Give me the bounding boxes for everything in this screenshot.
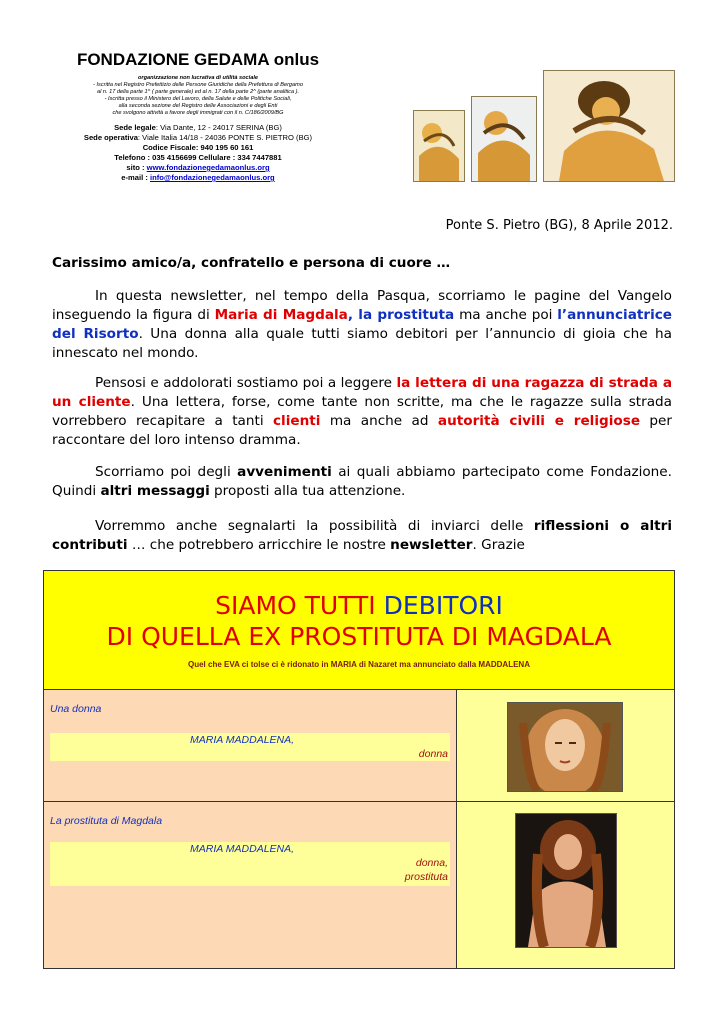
salutation: Carissimo amico/a, confratello e persona di cuore … [52, 255, 451, 271]
box-subtitle: Quel che EVA ci tolse ci è ridonato in MARIA di Nazaret ma annunciato dalla MADDALENA [188, 660, 530, 669]
row-desc: prostituta [404, 871, 448, 883]
text: . Una donna alla quale tutti siamo debitori per l’annuncio di gioia che ha innescato nel mondo. [52, 326, 672, 361]
org-sub-line: al n. 17 della parte 1^ ( parte generale) ed al n. 17 della parte 2^ (parte analitica ). [96, 89, 300, 95]
text: . Una lettera, forse, come tante non scritte, ma che le ragazze sulla strada vorrebbero recapitare a tanti [52, 394, 672, 429]
highlight-debitori: DEBITORI [383, 591, 503, 620]
header-image-large [543, 70, 675, 182]
header-image-medium [471, 96, 537, 182]
email-label: e-mail : [121, 173, 148, 182]
row-label: Una donna [50, 703, 102, 715]
bold-avvenimenti: avvenimenti [237, 464, 332, 480]
text: … che potrebbero arricchire le nostre [127, 537, 391, 553]
row-text-cell [44, 690, 457, 801]
sede-operativa: : Viale Italia 14/18 - 24036 PONTE S. PIETRO (BG) [137, 133, 313, 142]
text: SIAMO TUTTI [215, 591, 384, 620]
paragraph-3 [52, 463, 672, 501]
text: Pensosi e addolorati sostiamo poi a leggere [95, 375, 397, 391]
text: ai quali abbiamo partecipato come Fondazione. Quindi [52, 464, 672, 499]
row-name: MARIA MADDALENA, [190, 734, 295, 746]
org-sub-line: alla seconda sezione del Registro delle Associazioni e degli Enti [118, 103, 278, 109]
sito-link[interactable]: www.fondazionegedamaonlus.org [146, 163, 270, 172]
box-title-line-1 [44, 590, 674, 621]
highlight-maria: Maria di Magdala [214, 307, 348, 323]
paragraph-1 [52, 287, 672, 363]
email-link[interactable]: info@fondazionegedamaonlus.org [150, 173, 275, 182]
text: Scorriamo poi degli [95, 464, 238, 480]
table-row [44, 802, 674, 968]
letter-date: Ponte S. Pietro (BG), 8 Aprile 2012. [445, 218, 673, 233]
org-title: FONDAZIONE GEDAMA onlus [76, 50, 320, 69]
sede-legale-label: Sede legale [114, 123, 156, 132]
codice-fiscale: Codice Fiscale: 940 195 60 161 [142, 143, 254, 152]
org-sub-line: - Iscritta nel Registro Prefettizio delle Persone Giuridiche della Prefettura di Bergamo [93, 82, 303, 88]
highlight-prostituta: la prostituta [358, 307, 455, 323]
box-title-line-2: DI QUELLA EX PROSTITUTA DI MAGDALA [106, 622, 612, 651]
text: ma anche poi [454, 307, 558, 323]
row-image-cell [457, 690, 674, 801]
row-label: La prostituta di Magdala [50, 815, 163, 827]
header-image-small [413, 110, 465, 182]
text: Vorremmo anche segnalarti la possibilità di inviarci delle [95, 518, 534, 534]
row-image-cell [457, 802, 674, 968]
portrait-image [515, 813, 617, 948]
text: . Grazie [472, 537, 525, 553]
header-images [413, 70, 673, 182]
text: In questa newsletter, nel tempo della Pasqua, scorriamo le pagine del Vangelo inseguendo la figura di [52, 288, 672, 323]
row-desc: donna, [415, 857, 448, 869]
bold-newsletter: newsletter [390, 537, 473, 553]
table-row [44, 690, 674, 802]
feature-box [43, 570, 675, 969]
sede-legale: : Via Dante, 12 - 24017 SERINA (BG) [155, 123, 282, 132]
bold-riflessioni: riflessioni o altri contributi [52, 518, 672, 553]
highlight-autorita: autorità civili e religiose [437, 413, 641, 429]
address-block [48, 123, 348, 183]
text: , [347, 307, 359, 323]
feature-box-header [44, 571, 674, 690]
text: per raccontare del loro intenso dramma. [52, 413, 673, 448]
org-sub-line: che svolgono attività a favore degli immigrati con il n. C/186/2009/BG [112, 110, 284, 116]
sito-label: sito : [126, 163, 145, 172]
paragraph-2 [52, 374, 672, 450]
sede-operativa-label: Sede operativa [83, 133, 138, 142]
telefono: Telefono : 035 4156699 Cellulare : 334 7447881 [114, 153, 282, 162]
portrait-image [507, 702, 623, 792]
highlight-clienti: clienti [273, 413, 321, 429]
bold-messaggi: altri messaggi [100, 483, 210, 499]
row-band [50, 842, 450, 886]
letterhead [48, 50, 348, 183]
text: proposti alla tua attenzione. [209, 483, 406, 499]
org-sub-line: organizzazione non lucrativa di utilità sociale [138, 75, 258, 81]
paragraph-4 [52, 517, 672, 555]
text: ma anche ad [320, 413, 438, 429]
highlight-lettera: la lettera di una ragazza di strada a un cliente [52, 375, 672, 410]
row-name: MARIA MADDALENA, [190, 843, 295, 855]
row-text-cell [44, 802, 457, 968]
highlight-annunciatrice: l’annunciatrice del Risorto [52, 307, 673, 342]
org-sub-line: - Iscritta presso il Ministero del Lavoro, della Salute e delle Politiche Sociali, [104, 96, 292, 102]
row-band [50, 733, 450, 761]
row-desc: donna [418, 748, 448, 760]
